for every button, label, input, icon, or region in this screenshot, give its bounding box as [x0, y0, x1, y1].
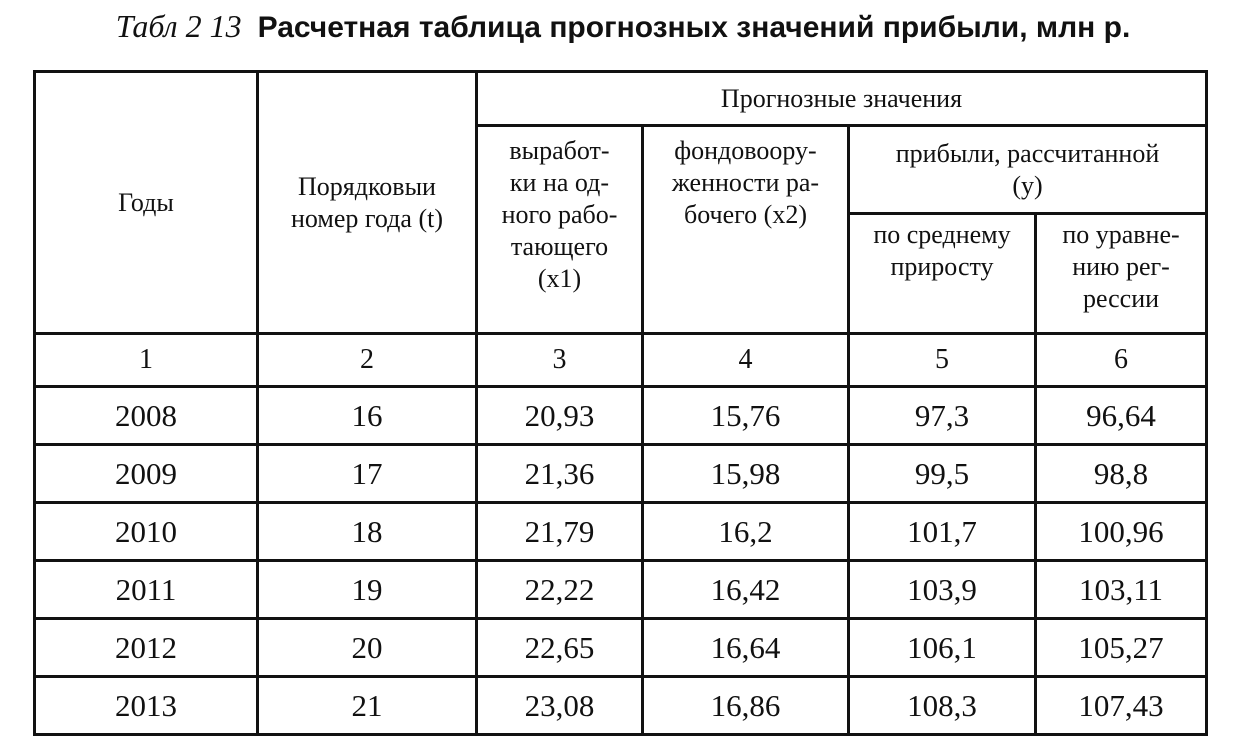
cell-y-reg: 100,96 [1036, 503, 1207, 561]
column-number: 5 [849, 334, 1036, 387]
cell-y-reg: 107,43 [1036, 677, 1207, 735]
cell-t: 21 [258, 677, 477, 735]
table-row [35, 619, 1207, 677]
cell-y-reg: 96,64 [1036, 387, 1207, 445]
table-row [35, 387, 1207, 445]
cell-x2: 15,98 [643, 445, 849, 503]
header-forecast-group: Прогнозные значения [477, 72, 1207, 126]
cell-x1: 22,22 [477, 561, 643, 619]
table-row [35, 503, 1207, 561]
header-year-number: Порядковыи номер года (t) [258, 72, 477, 334]
header-by-regression: по уравне- нию рег- рессии [1036, 214, 1207, 334]
cell-y-reg: 103,11 [1036, 561, 1207, 619]
column-number: 4 [643, 334, 849, 387]
cell-t: 18 [258, 503, 477, 561]
table-row [35, 445, 1207, 503]
column-number: 2 [258, 334, 477, 387]
cell-year: 2008 [35, 387, 258, 445]
cell-t: 16 [258, 387, 477, 445]
column-number-row [35, 334, 1207, 387]
cell-y-avg: 101,7 [849, 503, 1036, 561]
cell-y-avg: 108,3 [849, 677, 1036, 735]
cell-x1: 20,93 [477, 387, 643, 445]
cell-year: 2013 [35, 677, 258, 735]
cell-y-reg: 105,27 [1036, 619, 1207, 677]
header-capital-ratio: фондовоору- женности ра- бочего (x2) [643, 126, 849, 334]
cell-x1: 22,65 [477, 619, 643, 677]
cell-y-avg: 97,3 [849, 387, 1036, 445]
table-title: Расчетная таблица прогнозных значений прибыли, млн р. [257, 11, 1131, 44]
cell-x2: 16,86 [643, 677, 849, 735]
cell-y-avg: 106,1 [849, 619, 1036, 677]
cell-x2: 16,64 [643, 619, 849, 677]
cell-year: 2010 [35, 503, 258, 561]
cell-y-reg: 98,8 [1036, 445, 1207, 503]
cell-t: 17 [258, 445, 477, 503]
header-years: Годы [35, 72, 258, 334]
cell-y-avg: 103,9 [849, 561, 1036, 619]
header-output: выработ- ки на од- ного рабо- тающего (x1) [477, 126, 643, 334]
cell-x1: 23,08 [477, 677, 643, 735]
column-number: 6 [1036, 334, 1207, 387]
cell-x2: 16,42 [643, 561, 849, 619]
cell-x1: 21,79 [477, 503, 643, 561]
cell-y-avg: 99,5 [849, 445, 1036, 503]
table-row [35, 561, 1207, 619]
cell-t: 19 [258, 561, 477, 619]
column-number: 1 [35, 334, 258, 387]
table-row [35, 677, 1207, 735]
cell-t: 20 [258, 619, 477, 677]
header-by-avg-growth: по среднему приросту [849, 214, 1036, 334]
header-profit-group: прибыли, рассчитанной (y) [849, 126, 1207, 214]
column-number: 3 [477, 334, 643, 387]
forecast-table [33, 70, 1208, 736]
cell-year: 2011 [35, 561, 258, 619]
cell-x2: 15,76 [643, 387, 849, 445]
cell-x1: 21,36 [477, 445, 643, 503]
cell-year: 2012 [35, 619, 258, 677]
cell-x2: 16,2 [643, 503, 849, 561]
table-caption [0, 6, 1246, 48]
table-number: Табл 2 13 [115, 8, 242, 44]
cell-year: 2009 [35, 445, 258, 503]
